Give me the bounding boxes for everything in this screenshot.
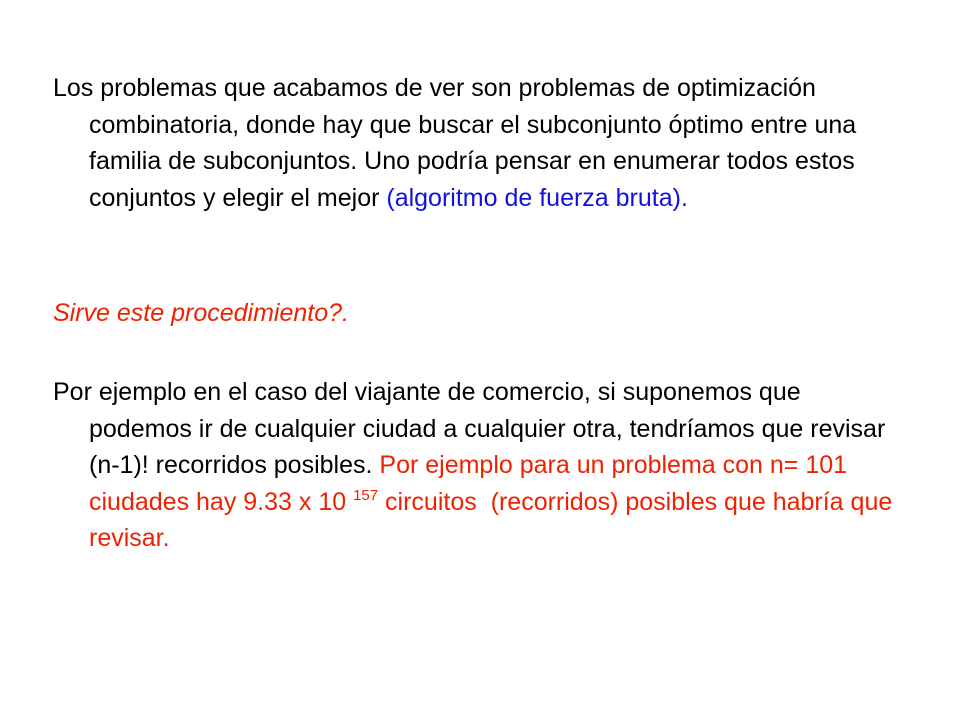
paragraph-brute-force [53, 70, 893, 216]
paragraph-3-text: Por ejemplo en el caso del viajante de comercio, si suponemos que podemos ir de cualquier ciudad a cualquier otra, tendríamos que revisar (n-1)! recorridos posibles. [53, 378, 886, 479]
example-highlight-end: circuitos (recorridos) posibles que habría que revisar. [89, 487, 900, 552]
paragraph-1-text: Los problemas que acabamos de ver son problemas de optimización combinatoria, donde hay que buscar el subconjunto óptimo entre una familia de subconjuntos. Uno podría pensar en enumerar todos estos conjuntos y elegir el mejor [53, 74, 857, 212]
example-highlight-start: Por ejemplo para un problema con n= 101 ciudades hay 9.33 x 10 [89, 451, 848, 516]
paragraph-traveling-salesman [53, 374, 900, 557]
brute-force-highlight: (algoritmo de fuerza bruta). [386, 183, 688, 212]
question-paragraph: Sirve este procedimiento?. [53, 299, 349, 327]
exponent: 157 [353, 486, 379, 504]
